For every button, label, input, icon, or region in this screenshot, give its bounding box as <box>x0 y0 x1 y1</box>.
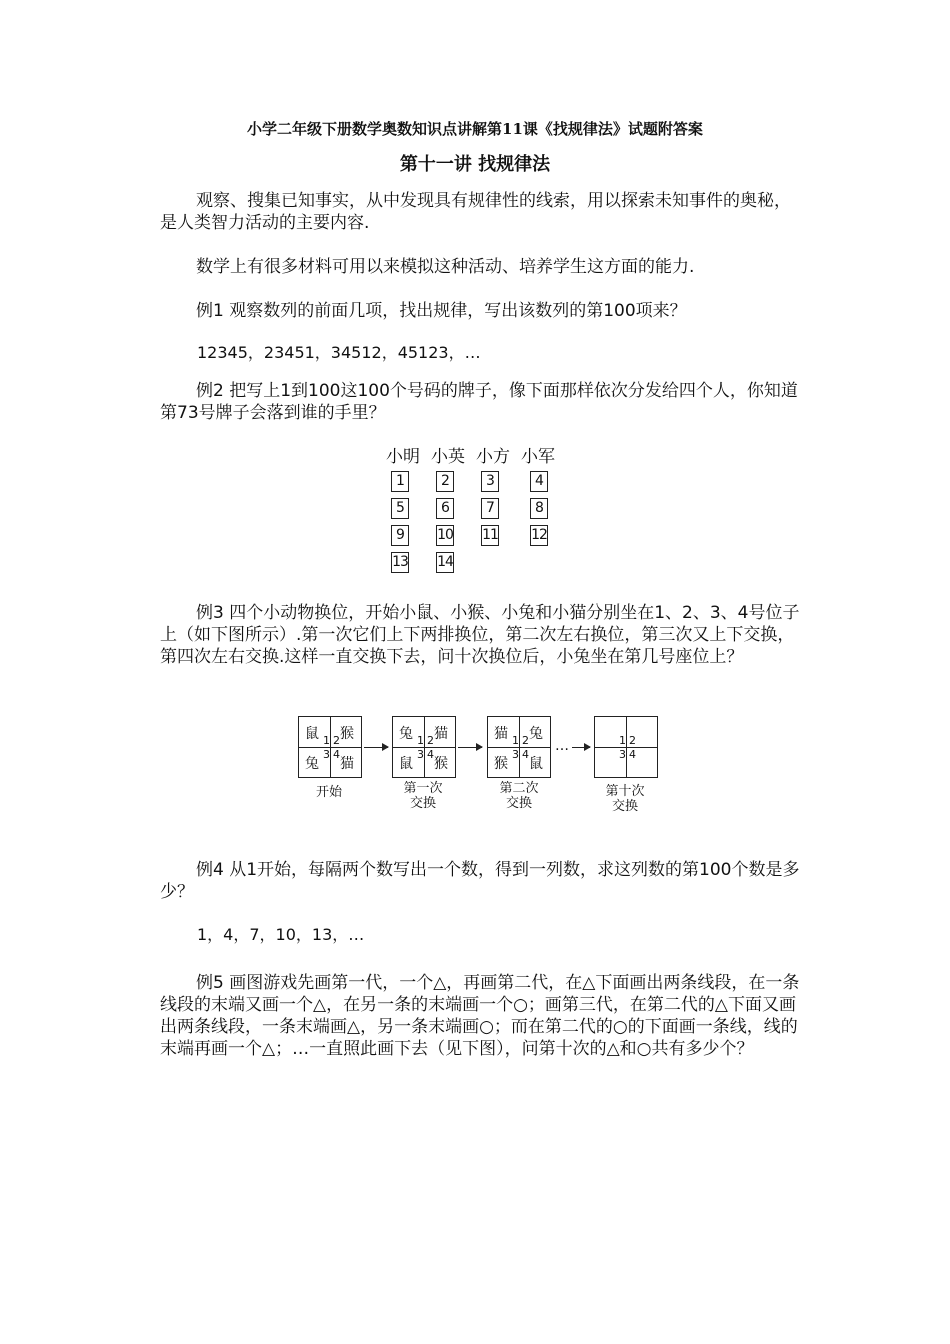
number-card: 7 <box>481 498 499 519</box>
animal-label: 鼠 <box>305 726 319 742</box>
number-card: 2 <box>436 471 454 492</box>
seat-number: 3 <box>417 748 424 761</box>
example-1-sequence: 12345，23451，34512，45123，… <box>197 343 481 362</box>
number-card: 4 <box>530 471 548 492</box>
right-arrow-icon <box>572 747 590 748</box>
seat-number: 1 <box>417 734 424 747</box>
seat-number: 4 <box>522 748 529 761</box>
seat-number: 4 <box>629 748 636 761</box>
seat-grid-first-swap <box>392 716 456 778</box>
caption-line: 第十次 <box>605 784 645 799</box>
seat-grid-start <box>298 716 362 778</box>
caption-line: 开始 <box>315 785 342 800</box>
number-card: 14 <box>436 552 454 573</box>
caption-line: 第一次 <box>403 781 443 796</box>
animal-label: 猫 <box>494 726 508 742</box>
seat-number: 3 <box>512 748 519 761</box>
seat-number: 1 <box>512 734 519 747</box>
animal-label: 兔 <box>399 726 413 742</box>
seat-number: 2 <box>333 734 340 747</box>
stage-caption <box>388 781 458 811</box>
seat-number: 1 <box>323 734 330 747</box>
seat-number: 1 <box>619 734 626 747</box>
animal-label: 猴 <box>434 756 448 772</box>
animal-label: 猴 <box>340 726 354 742</box>
animal-label: 鼠 <box>529 756 543 772</box>
example-1-question: 例1 观察数列的前面几项，找出规律，写出该数列的第100项来？ <box>196 301 687 321</box>
right-arrow-icon <box>458 747 482 748</box>
person-name: 小军 <box>521 447 555 467</box>
number-card: 6 <box>436 498 454 519</box>
ellipsis: … <box>555 738 569 754</box>
person-name: 小方 <box>476 447 510 467</box>
seat-number: 4 <box>333 748 340 761</box>
seat-grid-tenth-swap <box>594 716 658 778</box>
lesson-title: 第十一讲 找规律法 <box>399 154 551 175</box>
animal-label: 鼠 <box>399 756 413 772</box>
example-3-question: 例3 四个小动物换位，开始小鼠、小猴、小兔和小猫分别坐在1、2、3、4号位子上（如下图所示）.第一次它们上下两排换位，第二次左右换位，第三次又上下交换，第四次左右交换.这样一直交换下去，问十次换位后，小兔坐在第几号座位上？ <box>160 603 800 667</box>
animal-label: 兔 <box>305 756 319 772</box>
seat-number: 2 <box>427 734 434 747</box>
number-card: 11 <box>481 525 499 546</box>
number-card: 1 <box>391 471 409 492</box>
number-card: 12 <box>530 525 548 546</box>
number-card: 5 <box>391 498 409 519</box>
example-4-question: 例4 从1开始，每隔两个数写出一个数，得到一列数，求这列数的第100个数是多少？ <box>160 860 800 902</box>
seat-number: 3 <box>323 748 330 761</box>
caption-line: 交换 <box>611 799 638 814</box>
seat-number: 4 <box>427 748 434 761</box>
caption-line: 第二次 <box>499 781 539 796</box>
example-5-question: 例5 画图游戏先画第一代，一个△，再画第二代，在△下面画出两条线段，在一条线段的末端又画一个△，在另一条的末端画一个○；画第三代，在第二代的△下面又画出两条线段，一条末端画△，另一条末端画○；而在第二代的○的下面画一条线，线的末端再画一个△；…一直照此画下去（见下图），问第十次的△和○共有多少个？ <box>160 973 800 1059</box>
number-card: 9 <box>391 525 409 546</box>
animal-label: 兔 <box>529 726 543 742</box>
person-name: 小明 <box>386 447 420 467</box>
stage-caption <box>294 785 364 800</box>
animal-label: 猫 <box>340 756 354 772</box>
seat-number: 2 <box>522 734 529 747</box>
caption-line: 交换 <box>409 796 436 811</box>
caption-line: 交换 <box>505 796 532 811</box>
number-card: 10 <box>436 525 454 546</box>
person-name: 小英 <box>431 447 465 467</box>
animal-label: 猫 <box>434 726 448 742</box>
seat-grid-second-swap <box>487 716 551 778</box>
document-title: 小学二年级下册数学奥数知识点讲解第11课《找规律法》试题附答案 <box>247 120 703 138</box>
number-card: 13 <box>391 552 409 573</box>
animal-label: 猴 <box>494 756 508 772</box>
stage-caption <box>590 784 660 814</box>
number-card: 3 <box>481 471 499 492</box>
intro-paragraph: 观察、搜集已知事实，从中发现具有规律性的线索，用以探索未知事件的奥秘，是人类智力活动的主要内容. <box>160 191 791 233</box>
right-arrow-icon <box>364 747 388 748</box>
stage-caption <box>484 781 554 811</box>
number-card: 8 <box>530 498 548 519</box>
seat-number: 2 <box>629 734 636 747</box>
example-4-sequence: 1，4，7，10，13，… <box>197 925 365 944</box>
intro-paragraph-2: 数学上有很多材料可用以来模拟这种活动、培养学生这方面的能力. <box>196 257 695 277</box>
example-2-question: 例2 把写上1到100这100个号码的牌子，像下面那样依次分发给四个人，你知道第73号牌子会落到谁的手里？ <box>160 381 798 423</box>
seat-number: 3 <box>619 748 626 761</box>
